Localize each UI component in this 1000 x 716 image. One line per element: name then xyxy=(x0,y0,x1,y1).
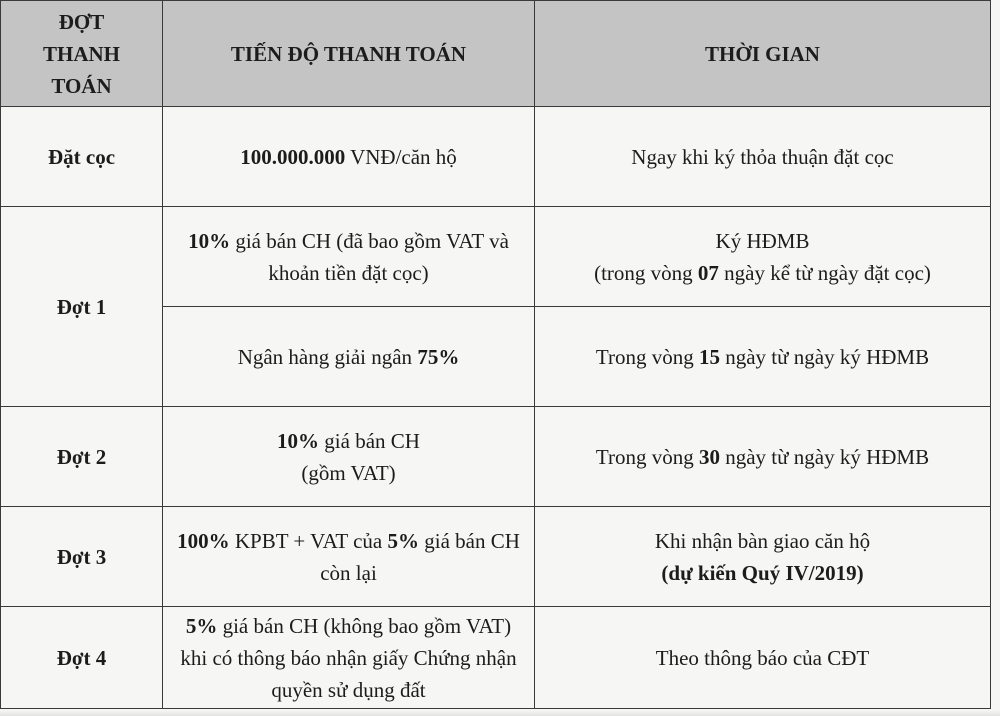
time-text: Trong vòng xyxy=(595,344,699,369)
percent-bold: 75% xyxy=(417,344,460,369)
installment-label: Đợt 3 xyxy=(1,507,163,607)
expected-date-bold: (dự kiến Quý IV/2019) xyxy=(661,560,864,585)
time-cell: Ngay khi ký thỏa thuận đặt cọc xyxy=(535,107,991,207)
time-cell xyxy=(535,207,991,307)
percent-bold: 5% xyxy=(185,613,218,638)
progress-text: giá bán CH xyxy=(319,428,420,453)
time-cell xyxy=(535,307,991,407)
progress-cell xyxy=(163,407,535,507)
page-bottom-edge xyxy=(0,710,1000,716)
progress-line: (gồm VAT) xyxy=(301,460,396,485)
days-bold: 07 xyxy=(697,260,719,285)
percent-bold: 100% xyxy=(177,528,230,553)
installment-label: Đợt 1 xyxy=(1,207,163,407)
time-line: Ký HĐMB xyxy=(715,228,810,253)
installment-label: Đặt cọc xyxy=(1,107,163,207)
progress-cell xyxy=(163,107,535,207)
progress-cell xyxy=(163,607,535,709)
time-cell: Theo thông báo của CĐT xyxy=(535,607,991,709)
time-text: ngày từ ngày ký HĐMB xyxy=(719,344,930,369)
percent-bold: 10% xyxy=(188,228,231,253)
header-installment: ĐỢT THANH TOÁN xyxy=(1,1,163,107)
table-row-dot2 xyxy=(1,407,991,507)
installment-label: Đợt 4 xyxy=(1,607,163,709)
time-text: ngày từ ngày ký HĐMB xyxy=(719,444,930,469)
time-line xyxy=(543,257,982,289)
amount-bold: 100.000.000 xyxy=(240,144,346,169)
progress-cell xyxy=(163,207,535,307)
time-line xyxy=(543,557,982,589)
progress-text: giá bán CH (đã bao gồm VAT và khoản tiền đặt cọc) xyxy=(230,228,509,285)
progress-cell xyxy=(163,307,535,407)
progress-line xyxy=(171,425,526,457)
table-row-dot3 xyxy=(1,507,991,607)
days-bold: 30 xyxy=(698,444,720,469)
time-text: ngày kể từ ngày đặt cọc) xyxy=(718,260,931,285)
time-cell xyxy=(535,507,991,607)
progress-text: giá bán CH còn lại xyxy=(320,528,520,585)
time-text: Trong vòng xyxy=(595,444,699,469)
progress-text: giá bán CH (không bao gồm VAT) khi có thông báo nhận giấy Chứng nhận quyền sử dụng đất xyxy=(180,613,517,702)
progress-cell xyxy=(163,507,535,607)
progress-text: Ngân hàng giải ngân xyxy=(237,344,418,369)
table-row-dot4 xyxy=(1,607,991,709)
header-time: THỜI GIAN xyxy=(535,1,991,107)
days-bold: 15 xyxy=(698,344,720,369)
percent-bold: 5% xyxy=(387,528,419,553)
time-text: (trong vòng xyxy=(594,260,698,285)
time-line: Khi nhận bàn giao căn hộ xyxy=(654,528,871,553)
amount-text: VNĐ/căn hộ xyxy=(345,144,457,169)
time-cell xyxy=(535,407,991,507)
table-row-dot1-a xyxy=(1,207,991,307)
progress-text: KPBT + VAT của xyxy=(229,528,388,553)
installment-label: Đợt 2 xyxy=(1,407,163,507)
table-row-deposit xyxy=(1,107,991,207)
header-progress: TIẾN ĐỘ THANH TOÁN xyxy=(163,1,535,107)
percent-bold: 10% xyxy=(277,428,320,453)
header-row xyxy=(1,1,991,107)
